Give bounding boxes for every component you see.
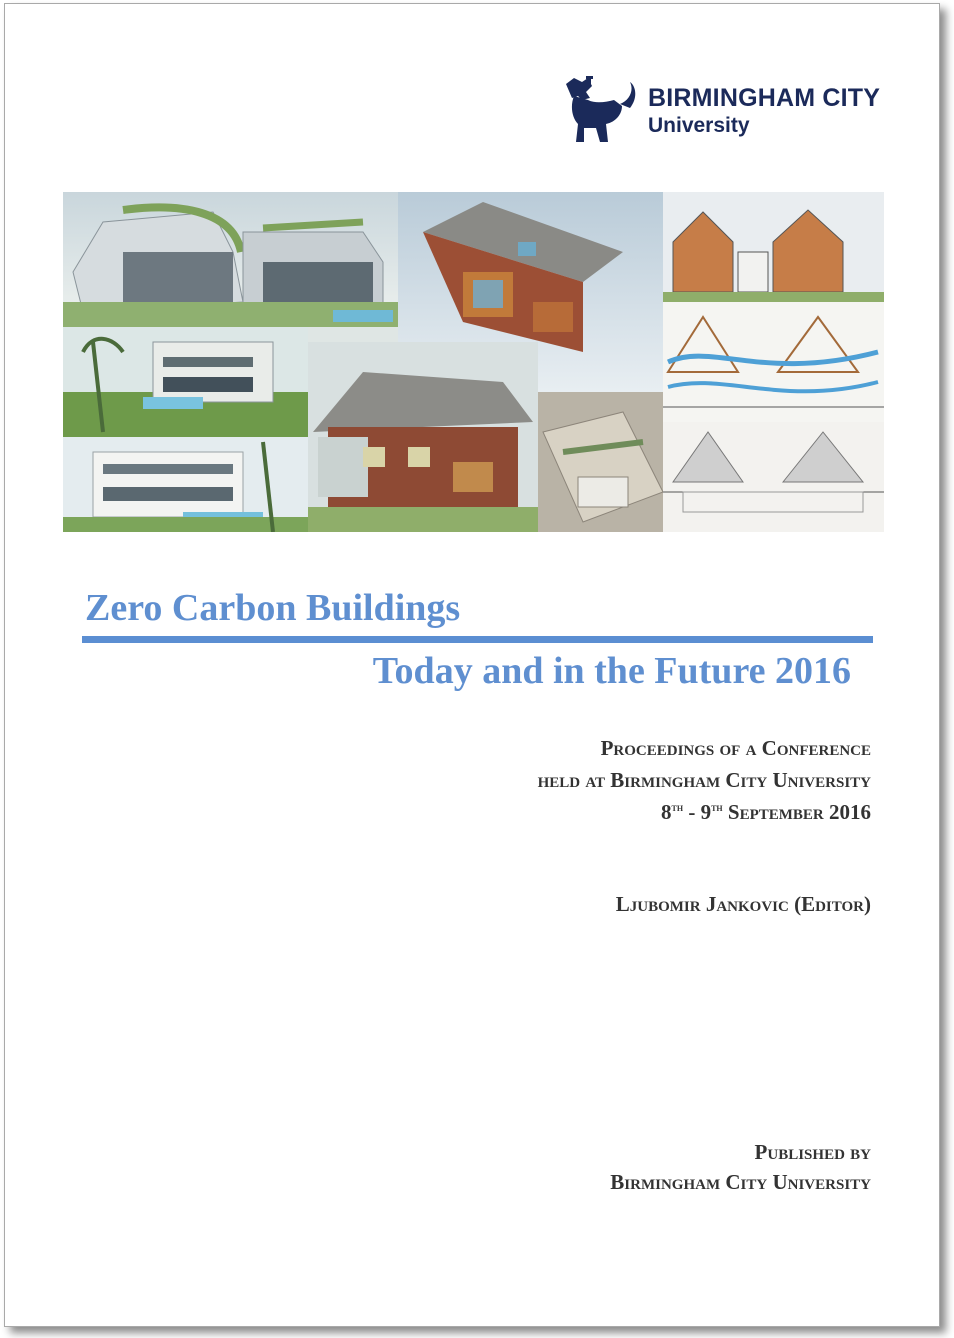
date-dash: -: [683, 800, 701, 824]
document-page: [4, 3, 940, 1327]
university-logo: [560, 74, 900, 146]
collage-tropical-house: [63, 327, 308, 437]
date-day-2: 9: [700, 800, 712, 824]
date-month-year: September 2016: [722, 800, 871, 824]
collage-modern-house: [63, 192, 398, 327]
collage-section-drawings: [663, 192, 884, 532]
title-line-2: Today and in the Future 2016: [372, 650, 851, 692]
collage-street-views: [538, 392, 668, 532]
date-suffix-2: th: [711, 802, 723, 814]
collage-white-house: [63, 437, 308, 532]
lion-crest-icon: [560, 74, 640, 146]
publisher-label: Published by: [754, 1140, 871, 1164]
conference-date: [661, 800, 871, 825]
title-rule: [82, 636, 873, 643]
proceedings-line-2: held at Birmingham City University: [537, 768, 871, 792]
date-suffix-1: th: [671, 802, 684, 814]
logo-line-1: BIRMINGHAM CITY: [648, 84, 881, 112]
logo-line-2: University: [648, 114, 750, 137]
collage-brick-house-bottom: [308, 342, 538, 532]
title-line-1: Zero Carbon Buildings: [85, 587, 461, 629]
editor-line: Ljubomir Jankovic (Editor): [615, 892, 871, 916]
date-day-1: 8: [661, 800, 672, 824]
publisher-name: Birmingham City University: [610, 1170, 871, 1194]
proceedings-line-1: Proceedings of a Conference: [600, 736, 871, 760]
cover-collage-image: [63, 192, 884, 532]
